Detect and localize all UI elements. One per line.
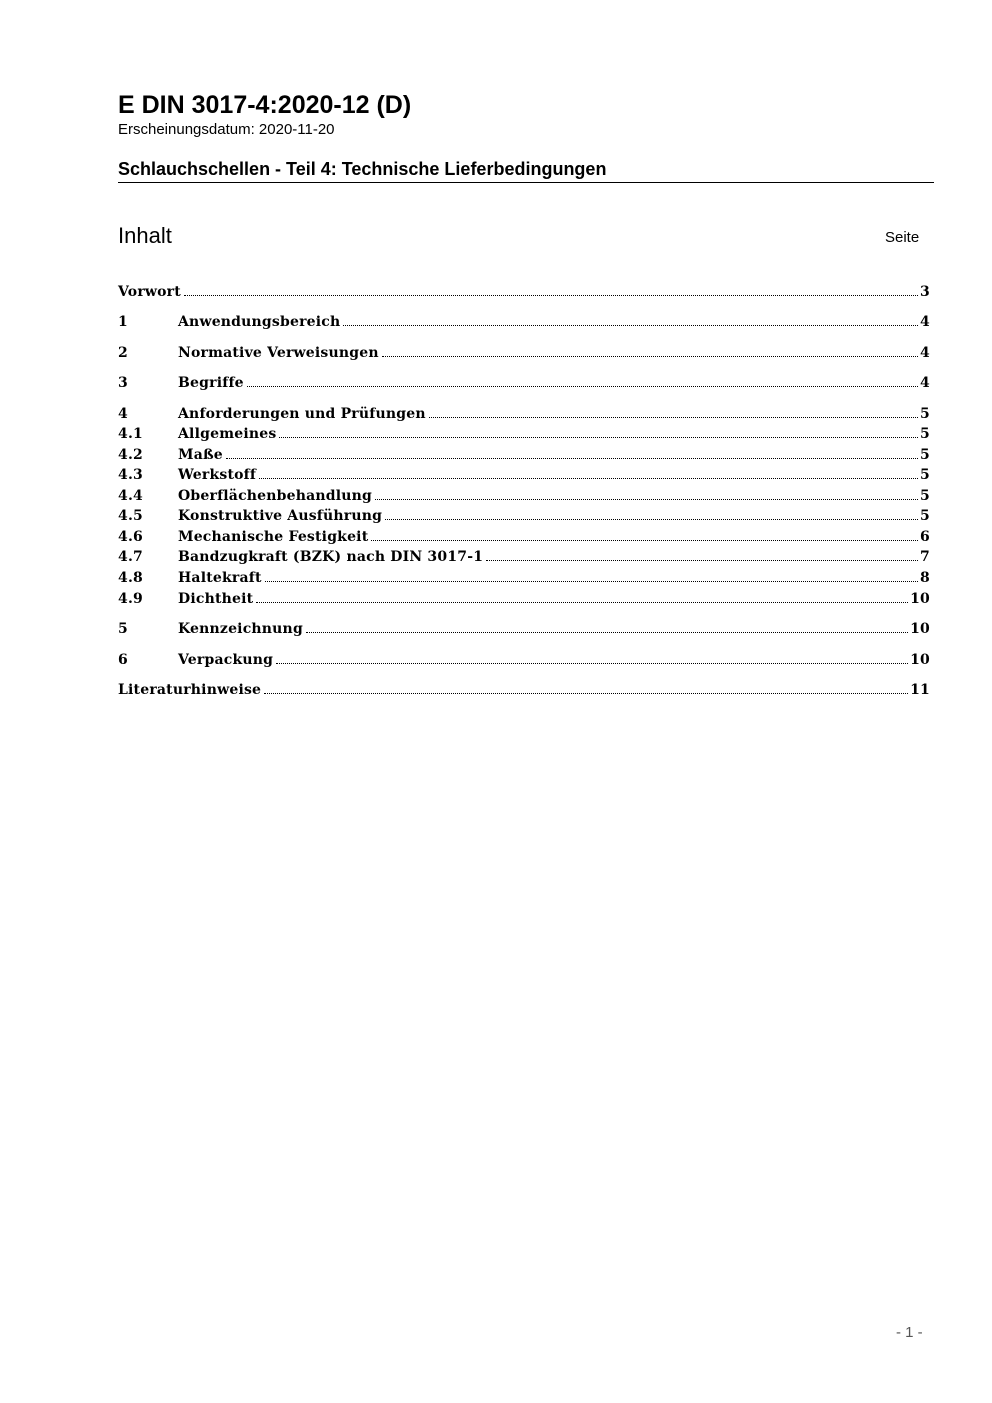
toc-entry-title: Literaturhinweise [118, 682, 262, 698]
toc-entry-page: 10 [910, 621, 930, 637]
toc-entry-page: 5 [920, 426, 930, 442]
toc-entry-page: 10 [910, 652, 930, 668]
toc-entry-number: 2 [118, 345, 128, 361]
toc-dot-leader [429, 417, 918, 418]
toc-entry-number: 4 [118, 406, 128, 422]
toc-entry-3[interactable] [118, 371, 930, 391]
toc-entry-title: Maße [178, 447, 223, 463]
toc-entry-title: Normative Verweisungen [178, 345, 379, 361]
toc-entry-4-5[interactable] [118, 504, 930, 524]
toc-entry-4-1[interactable] [118, 422, 930, 442]
toc-entry-page: 3 [920, 284, 930, 300]
toc-entry-4-4[interactable] [118, 484, 930, 504]
toc-entry-page: 5 [920, 406, 930, 422]
toc-entry-page: 6 [920, 529, 930, 545]
toc-dot-leader [264, 693, 908, 694]
toc-entry-title: Anwendungsbereich [178, 314, 341, 330]
toc-entry-title: Haltekraft [178, 570, 262, 586]
toc-entry-4-9[interactable] [118, 587, 930, 607]
toc-dot-leader [486, 560, 918, 561]
toc-heading: Inhalt [118, 223, 172, 248]
toc-entry-page: 10 [910, 591, 930, 607]
toc-entry-title: Konstruktive Ausführung [178, 508, 383, 524]
toc-entry-number: 6 [118, 652, 128, 668]
toc-entry-vorwort[interactable] [118, 280, 930, 300]
toc-entry-title: Werkstoff [178, 467, 257, 483]
toc-entry-4-7[interactable] [118, 545, 930, 565]
toc-entry-page: 5 [920, 508, 930, 524]
toc-entry-title: Kennzeichnung [178, 621, 303, 637]
toc-entry-title: Verpackung [178, 652, 274, 668]
toc-entry-4-2[interactable] [118, 443, 930, 463]
toc-entry-page: 7 [920, 549, 930, 565]
toc-entry-1[interactable] [118, 310, 930, 330]
toc-entry-page: 11 [910, 682, 930, 698]
toc-dot-leader [371, 540, 918, 541]
toc-entry-page: 4 [920, 314, 930, 330]
page-number: - 1 - [896, 1324, 923, 1341]
toc-entry-number: 4.2 [118, 447, 143, 463]
toc-entry-4[interactable] [118, 402, 930, 422]
toc-dot-leader [265, 581, 918, 582]
toc-entry-page: 8 [920, 570, 930, 586]
toc-entry-title: Allgemeines [178, 426, 277, 442]
toc-entry-number: 4.7 [118, 549, 143, 565]
document-id: E DIN 3017-4:2020-12 (D) [118, 91, 412, 119]
toc-page-label: Seite [885, 229, 920, 246]
toc-entry-page: 4 [920, 345, 930, 361]
toc-dot-leader [276, 663, 908, 664]
toc-entry-number: 4.8 [118, 570, 143, 586]
title-rule [118, 182, 934, 183]
toc-entry-4-8[interactable] [118, 566, 930, 586]
toc-entry-2[interactable] [118, 341, 930, 361]
toc-entry-page: 4 [920, 375, 930, 391]
toc-dot-leader [247, 386, 918, 387]
toc-entry-4-6[interactable] [118, 525, 930, 545]
toc-entry-page: 5 [920, 488, 930, 504]
toc-entry-title: Mechanische Festigkeit [178, 529, 369, 545]
toc-dot-leader [184, 295, 918, 296]
toc-entry-number: 4.4 [118, 488, 143, 504]
toc-entry-6[interactable] [118, 648, 930, 668]
toc-entry-number: 4.6 [118, 529, 143, 545]
toc-entry-title: Begriffe [178, 375, 244, 391]
toc-dot-leader [382, 356, 918, 357]
toc-entry-4-3[interactable] [118, 463, 930, 483]
toc-entry-title: Anforderungen und Prüfungen [178, 406, 426, 422]
toc-dot-leader [279, 437, 918, 438]
toc-entry-number: 3 [118, 375, 128, 391]
toc-entry-number: 4.1 [118, 426, 143, 442]
toc-dot-leader [306, 632, 908, 633]
toc-dot-leader [375, 499, 918, 500]
toc-entry-number: 4.9 [118, 591, 143, 607]
publication-date: Erscheinungsdatum: 2020-11-20 [118, 121, 335, 138]
toc-entry-literaturhinweise[interactable] [118, 678, 930, 698]
toc-dot-leader [256, 602, 908, 603]
toc-entry-title: Vorwort [118, 284, 181, 300]
document-title: Schlauchschellen - Teil 4: Technische Lieferbedingungen [118, 159, 607, 179]
toc-entry-page: 5 [920, 467, 930, 483]
toc-dot-leader [259, 478, 918, 479]
toc-entry-5[interactable] [118, 617, 930, 637]
toc-entry-number: 4.3 [118, 467, 143, 483]
toc-dot-leader [385, 519, 918, 520]
toc-entry-title: Oberflächenbehandlung [178, 488, 373, 504]
toc-entry-title: Bandzugkraft (BZK) nach DIN 3017-1 [178, 549, 484, 565]
toc-entry-title: Dichtheit [178, 591, 254, 607]
toc-dot-leader [226, 458, 918, 459]
toc-entry-number: 1 [118, 314, 128, 330]
toc-dot-leader [343, 325, 918, 326]
toc-entry-number: 5 [118, 621, 128, 637]
toc-entry-number: 4.5 [118, 508, 143, 524]
toc-entry-page: 5 [920, 447, 930, 463]
